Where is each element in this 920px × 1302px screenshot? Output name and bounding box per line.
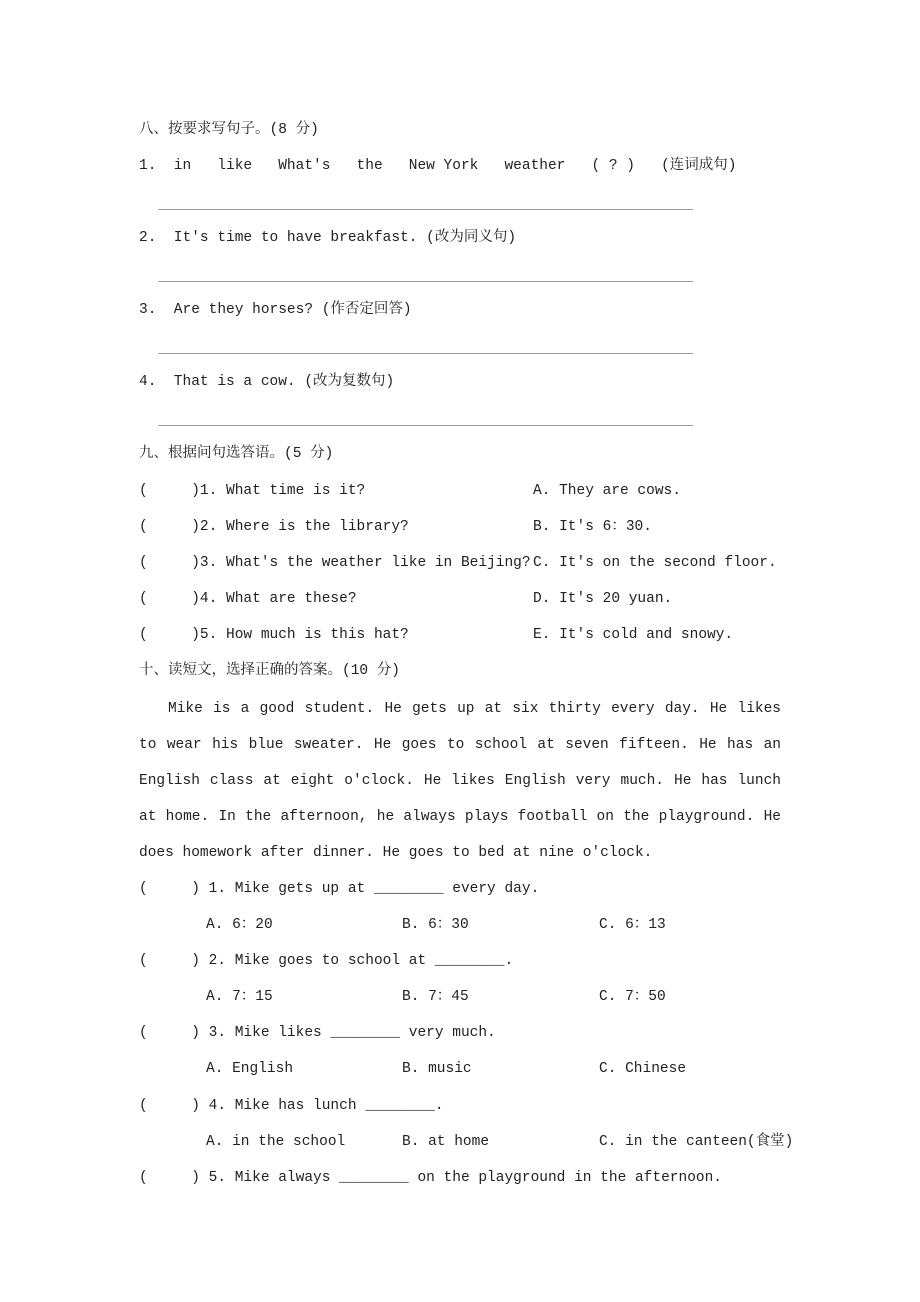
options-row — [139, 1132, 794, 1152]
s8-item-3: 3. Are they horses? (作否定回答) — [139, 302, 412, 318]
option-c[interactable]: C. in the canteen(食堂) — [599, 1134, 794, 1150]
options-row — [139, 915, 781, 935]
match-row — [139, 481, 781, 501]
option-b[interactable]: B. at home — [402, 1134, 490, 1150]
options-row — [139, 987, 781, 1007]
match-row — [139, 553, 781, 573]
option-b[interactable]: B. music — [402, 1061, 472, 1077]
answer-line-4[interactable] — [158, 425, 693, 426]
reading-passage: Mike is a good student. He gets up at six thirty every day. He likes to wear his blue sweater. He goes to school at seven fifteen. He has an English class at eight o'clock. He likes English very much. He has lunch at home. In the afternoon, he always plays football on the playground. He does homework after dinner. He goes to bed at nine o'clock. — [139, 701, 781, 861]
option-b[interactable]: B. 6：30 — [402, 917, 469, 933]
match-answer: A. They are cows. — [533, 483, 681, 499]
match-row — [139, 517, 781, 537]
match-question: ( )5. How much is this hat? — [139, 627, 409, 643]
option-a[interactable]: A. English — [206, 1061, 294, 1077]
option-a[interactable]: A. in the school — [206, 1134, 346, 1150]
option-a[interactable]: A. 6：20 — [206, 917, 273, 933]
options-row — [139, 1059, 781, 1079]
reading-question-4: ( ) 4. Mike has lunch ________. — [139, 1098, 444, 1114]
match-answer: D. It's 20 yuan. — [533, 591, 673, 607]
reading-question-5: ( ) 5. Mike always ________ on the playground in the afternoon. — [139, 1170, 722, 1186]
match-answer: E. It's cold and snowy. — [533, 627, 734, 643]
match-answer: C. It's on the second floor. — [533, 555, 777, 571]
s8-item-4: 4. That is a cow. (改为复数句) — [139, 374, 395, 390]
option-a[interactable]: A. 7：15 — [206, 989, 273, 1005]
reading-question-3: ( ) 3. Mike likes ________ very much. — [139, 1025, 496, 1041]
reading-question-1: ( ) 1. Mike gets up at ________ every day. — [139, 881, 540, 897]
answer-line-2[interactable] — [158, 281, 693, 282]
match-question: ( )1. What time is it? — [139, 483, 366, 499]
reading-question-2: ( ) 2. Mike goes to school at ________. — [139, 953, 514, 969]
match-row — [139, 625, 781, 645]
section-9-title: 九、根据问句选答语。(5 分) — [139, 446, 334, 462]
s8-item-1: 1. in like What's the New York weather ( ? ) (连词成句) — [139, 158, 737, 174]
match-row — [139, 589, 781, 609]
section-10-title: 十、读短文，选择正确的答案。(10 分) — [139, 663, 401, 679]
match-question: ( )2. Where is the library? — [139, 519, 409, 535]
s8-item-2: 2. It's time to have breakfast. (改为同义句) — [139, 230, 517, 246]
section-8-title: 八、按要求写句子。(8 分) — [139, 122, 319, 138]
option-c[interactable]: C. 7：50 — [599, 989, 666, 1005]
match-question: ( )4. What are these? — [139, 591, 357, 607]
option-c[interactable]: C. Chinese — [599, 1061, 687, 1077]
match-question: ( )3. What's the weather like in Beijing? — [139, 555, 531, 571]
option-b[interactable]: B. 7：45 — [402, 989, 469, 1005]
answer-line-1[interactable] — [158, 209, 693, 210]
option-c[interactable]: C. 6：13 — [599, 917, 666, 933]
match-answer: B. It's 6：30. — [533, 519, 652, 535]
answer-line-3[interactable] — [158, 353, 693, 354]
